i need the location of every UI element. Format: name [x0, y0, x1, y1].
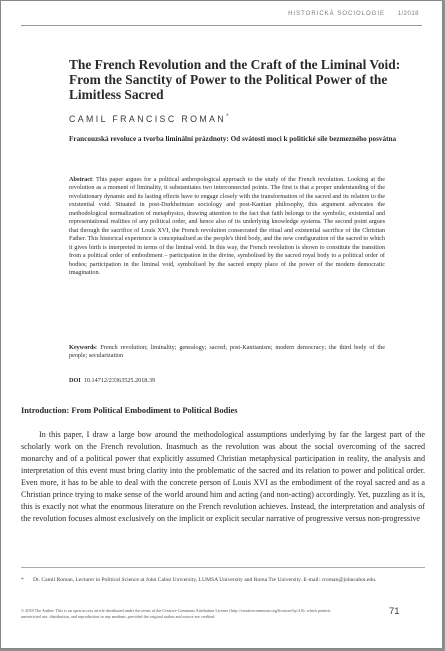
- document-page: [1, 1, 442, 648]
- article-title: The French Revolution and the Craft of the Liminal Void: From the Sanctity of Power to the Political Power of the Limitless Sacred: [69, 57, 401, 103]
- abstract-text: : This paper argues for a political anthropological approach to the study of the French revolution. Looking at the revolution as a moment of liminality, it substantiates two interconnected points. The first is that a proper understanding of the revolutionary dynamic and its lasting effects have to engage closely with the transformation of the sacred and its relation to the existential void. Situated in post-Durkheimian sociology and post-Kantian philosophy, this argument advocates the methodological normalization of metaphysics, drawing attention to the fact that faith belongs to the symbolic, existential and representational realities of any political order, and hence also of its underlying knowledge systems. The second point argues that through the sacrifice of Louis XVI, the French revolution consecrated the ritual and existential sacrifice of the Christian Father. This historical experience is conceptualised as the people's third body, and the new configuration of the sacred to which it gives birth is interpreted in terms of the liminal void. In this way, the French revolution is shown to constitute the transition from a political order of embodiment – participation in the divine, symbolised by the sacred royal body to a political order of bodies; participation in the liminal void, symbolised by the sacred empty place of the power of the modern democratic imagination.: [69, 176, 385, 276]
- journal-name: HISTORICKÁ SOCIOLOGIE: [288, 11, 385, 17]
- keywords: [69, 344, 385, 361]
- czech-subtitle: Francouzská revoluce a tvorba liminální prázdnoty: Od svátosti moci k politické síle bezmezného posvátna: [69, 135, 397, 143]
- author-footnote-mark: *: [226, 114, 231, 121]
- footnote-text: Dr. Camil Roman, Lecturer in Political Science at John Cabot University, LUMSA University and Roma Tre University. E-mail: croman@johncabot.edu.: [33, 577, 377, 583]
- section-heading: Introduction: From Political Embodiment to Political Bodies: [21, 406, 238, 415]
- abstract: [69, 176, 385, 277]
- doi-value: 10.14712/23363525.2018.39: [83, 377, 156, 384]
- body-paragraph: In this paper, I draw a large bow around the methodological assumptions underlying by far the largest part of the scholarly work on the French revolution. Inasmuch as the revolution was about the social overcoming of the sacred monarchy and of a political power that explicitly assumed Christian metaphysical participation in reality, the analysis and interpretation of this event must bring clarity into the problematic of the sacred and its relation to power and political order. Even more, it has to be able to deal with the concrete person of Louis XVI as the embodiment of the royal sacred and as a Christian prince trying to make sense of the world around him and acting (and non-acting) accordingly. Yet, puzzling as it is, this is exactly not what the enormous literature on the French revolution achieves. Instead, the interpretation and analysis of the revolution focuses almost exclusively on the implicit or explicit secular narrative of progressive versus non-progressive: [21, 430, 425, 524]
- issue-number: 1/2018: [397, 11, 419, 17]
- running-header: [1, 7, 442, 25]
- footnote-rule: [21, 567, 425, 568]
- keywords-text: : French revolution; liminality; genealogy; sacred; post-Kantianism; modern democracy; the third body of the people; secularization: [69, 344, 385, 360]
- keywords-label: Keywords: [69, 344, 96, 351]
- author-name: CAMIL FRANCISC ROMAN: [69, 114, 227, 124]
- page-number: 71: [389, 606, 400, 617]
- author-footnote: [21, 577, 425, 584]
- doi-line: [69, 377, 155, 384]
- doi-label: DOI: [69, 377, 81, 384]
- header-rule: [21, 25, 422, 26]
- author-line: [69, 114, 231, 124]
- copyright-notice: © 2018 The Author. This is an open-access article distributed under the terms of the Creative Commons Attribution License (http://creativecommons.org/licenses/by/4.0), which permits unrestricted use, distribution, and reproduction in any medium, provided the original author and source are credited.: [21, 608, 331, 619]
- abstract-label: Abstract: [69, 176, 93, 183]
- footnote-mark: *: [21, 577, 24, 583]
